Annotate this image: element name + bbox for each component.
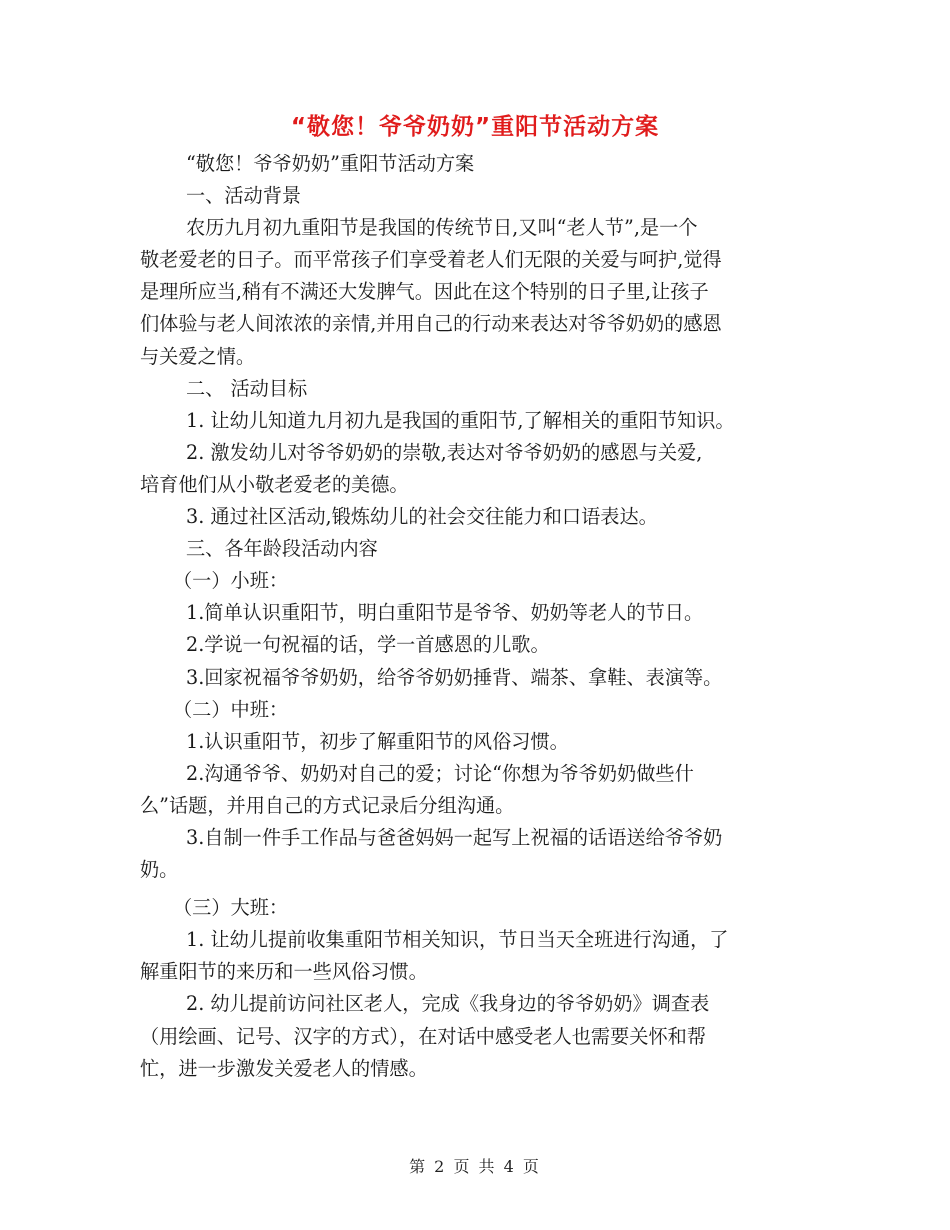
- list-item: 2.沟通爷爷、奶奶对自己的爱；讨论“你想为爷爷奶奶做些什: [186, 761, 694, 785]
- body-line: 奶。: [140, 858, 179, 882]
- list-item: 2. 幼儿提前访问社区老人，完成《我身边的爷爷奶奶》调查表: [186, 992, 710, 1016]
- section-heading: 二、 活动目标: [186, 376, 308, 400]
- document-body: [140, 148, 810, 1085]
- subsection-heading: （三）大班：: [173, 896, 289, 920]
- list-item: 1. 让幼儿知道九月初九是我国的重阳节,了解相关的重阳节知识。: [186, 408, 735, 432]
- body-line: （用绘画、记号、汉字的方式），在对话中感受老人也需要关怀和帮: [140, 1024, 707, 1048]
- body-line: 们体验与老人间浓浓的亲情,并用自己的行动来表达对爷爷奶奶的感恩: [140, 312, 722, 336]
- body-line: 解重阳节的来历和一些风俗习惯。: [140, 960, 428, 984]
- body-line: 是理所应当,稍有不满还大发脾气。因此在这个特别的日子里,让孩子: [140, 280, 709, 304]
- body-line: 忙，进一步激发关爱老人的情感。: [140, 1056, 428, 1080]
- body-line: 敬老爱老的日子。而平常孩子们享受着老人们无限的关爱与呵护,觉得: [140, 248, 722, 272]
- list-item: 1. 让幼儿提前收集重阳节相关知识，节日当天全班进行沟通，了: [186, 928, 729, 952]
- body-line: 农历九月初九重阳节是我国的传统节日,又叫“老人节”,是一个: [186, 216, 698, 240]
- list-item: 2. 激发幼儿对爷爷奶奶的崇敬,表达对爷爷奶奶的感恩与关爱,: [186, 440, 703, 464]
- list-item: 3.自制一件手工作品与爸爸妈妈一起写上祝福的话语送给爷爷奶: [186, 825, 723, 849]
- list-item: 1.简单认识重阳节，明白重阳节是爷爷、奶奶等老人的节日。: [186, 601, 704, 625]
- body-line: 培育他们从小敬老爱老的美德。: [140, 472, 409, 496]
- subsection-heading: （二）中班：: [173, 697, 289, 721]
- page-number-footer: 第 2 页 共 4 页: [409, 1157, 541, 1176]
- list-item: 3.回家祝福爷爷奶奶，给爷爷奶奶捶背、端茶、拿鞋、表演等。: [186, 665, 723, 689]
- list-item: 2.学说一句祝福的话，学一首感恩的儿歌。: [186, 633, 550, 657]
- body-line: 么”话题，并用自己的方式记录后分组沟通。: [140, 793, 515, 817]
- document-title: “敬您！爷爷奶奶”重阳节活动方案: [290, 114, 660, 140]
- body-line: “敬您！爷爷奶奶”重阳节活动方案: [186, 152, 475, 175]
- section-heading: 一、活动背景: [186, 184, 302, 208]
- list-item: 1.认识重阳节，初步了解重阳节的风俗习惯。: [186, 729, 569, 753]
- list-item: 3. 通过社区活动,锻炼幼儿的社会交往能力和口语表达。: [186, 505, 658, 529]
- section-heading: 三、各年龄段活动内容: [186, 537, 378, 561]
- body-line: 与关爱之情。: [140, 344, 256, 368]
- subsection-heading: （一）小班：: [173, 569, 289, 593]
